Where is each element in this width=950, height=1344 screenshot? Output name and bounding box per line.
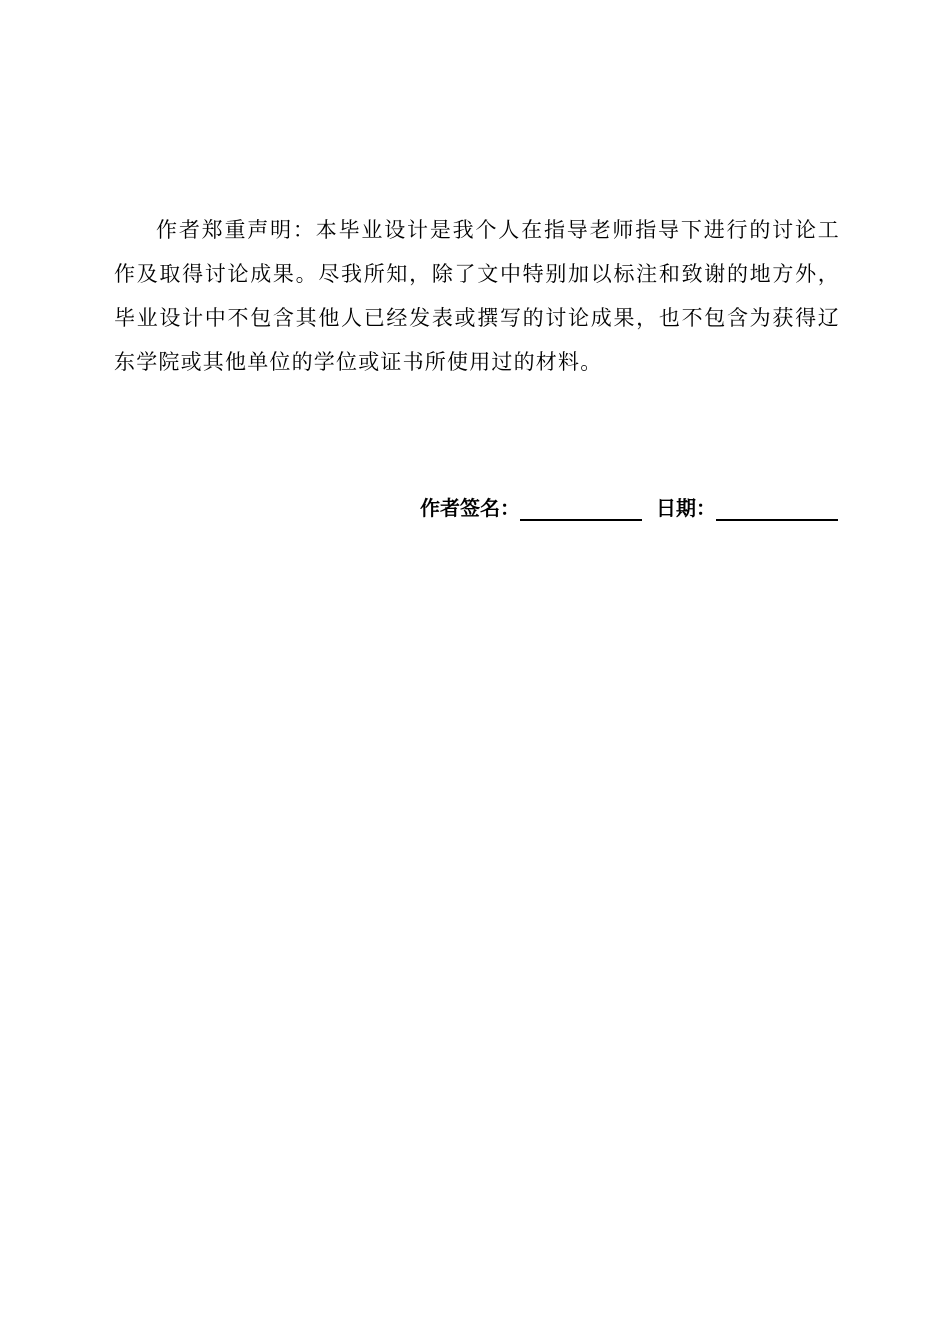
author-signature-blank	[520, 495, 642, 521]
signature-row	[420, 491, 838, 525]
date-blank	[716, 495, 838, 521]
date-label: 日期：	[656, 496, 716, 520]
author-declaration-paragraph: 作者郑重声明：本毕业设计是我个人在指导老师指导下进行的讨论工作及取得讨论成果。尽我所知，除了文中特别加以标注和致谢的地方外，毕业设计中不包含其他人已经发表或撰写的讨论成果，也不包含为获得辽东学院或其他单位的学位或证书所使用过的材料。	[114, 218, 840, 374]
author-signature-label: 作者签名：	[420, 496, 520, 520]
